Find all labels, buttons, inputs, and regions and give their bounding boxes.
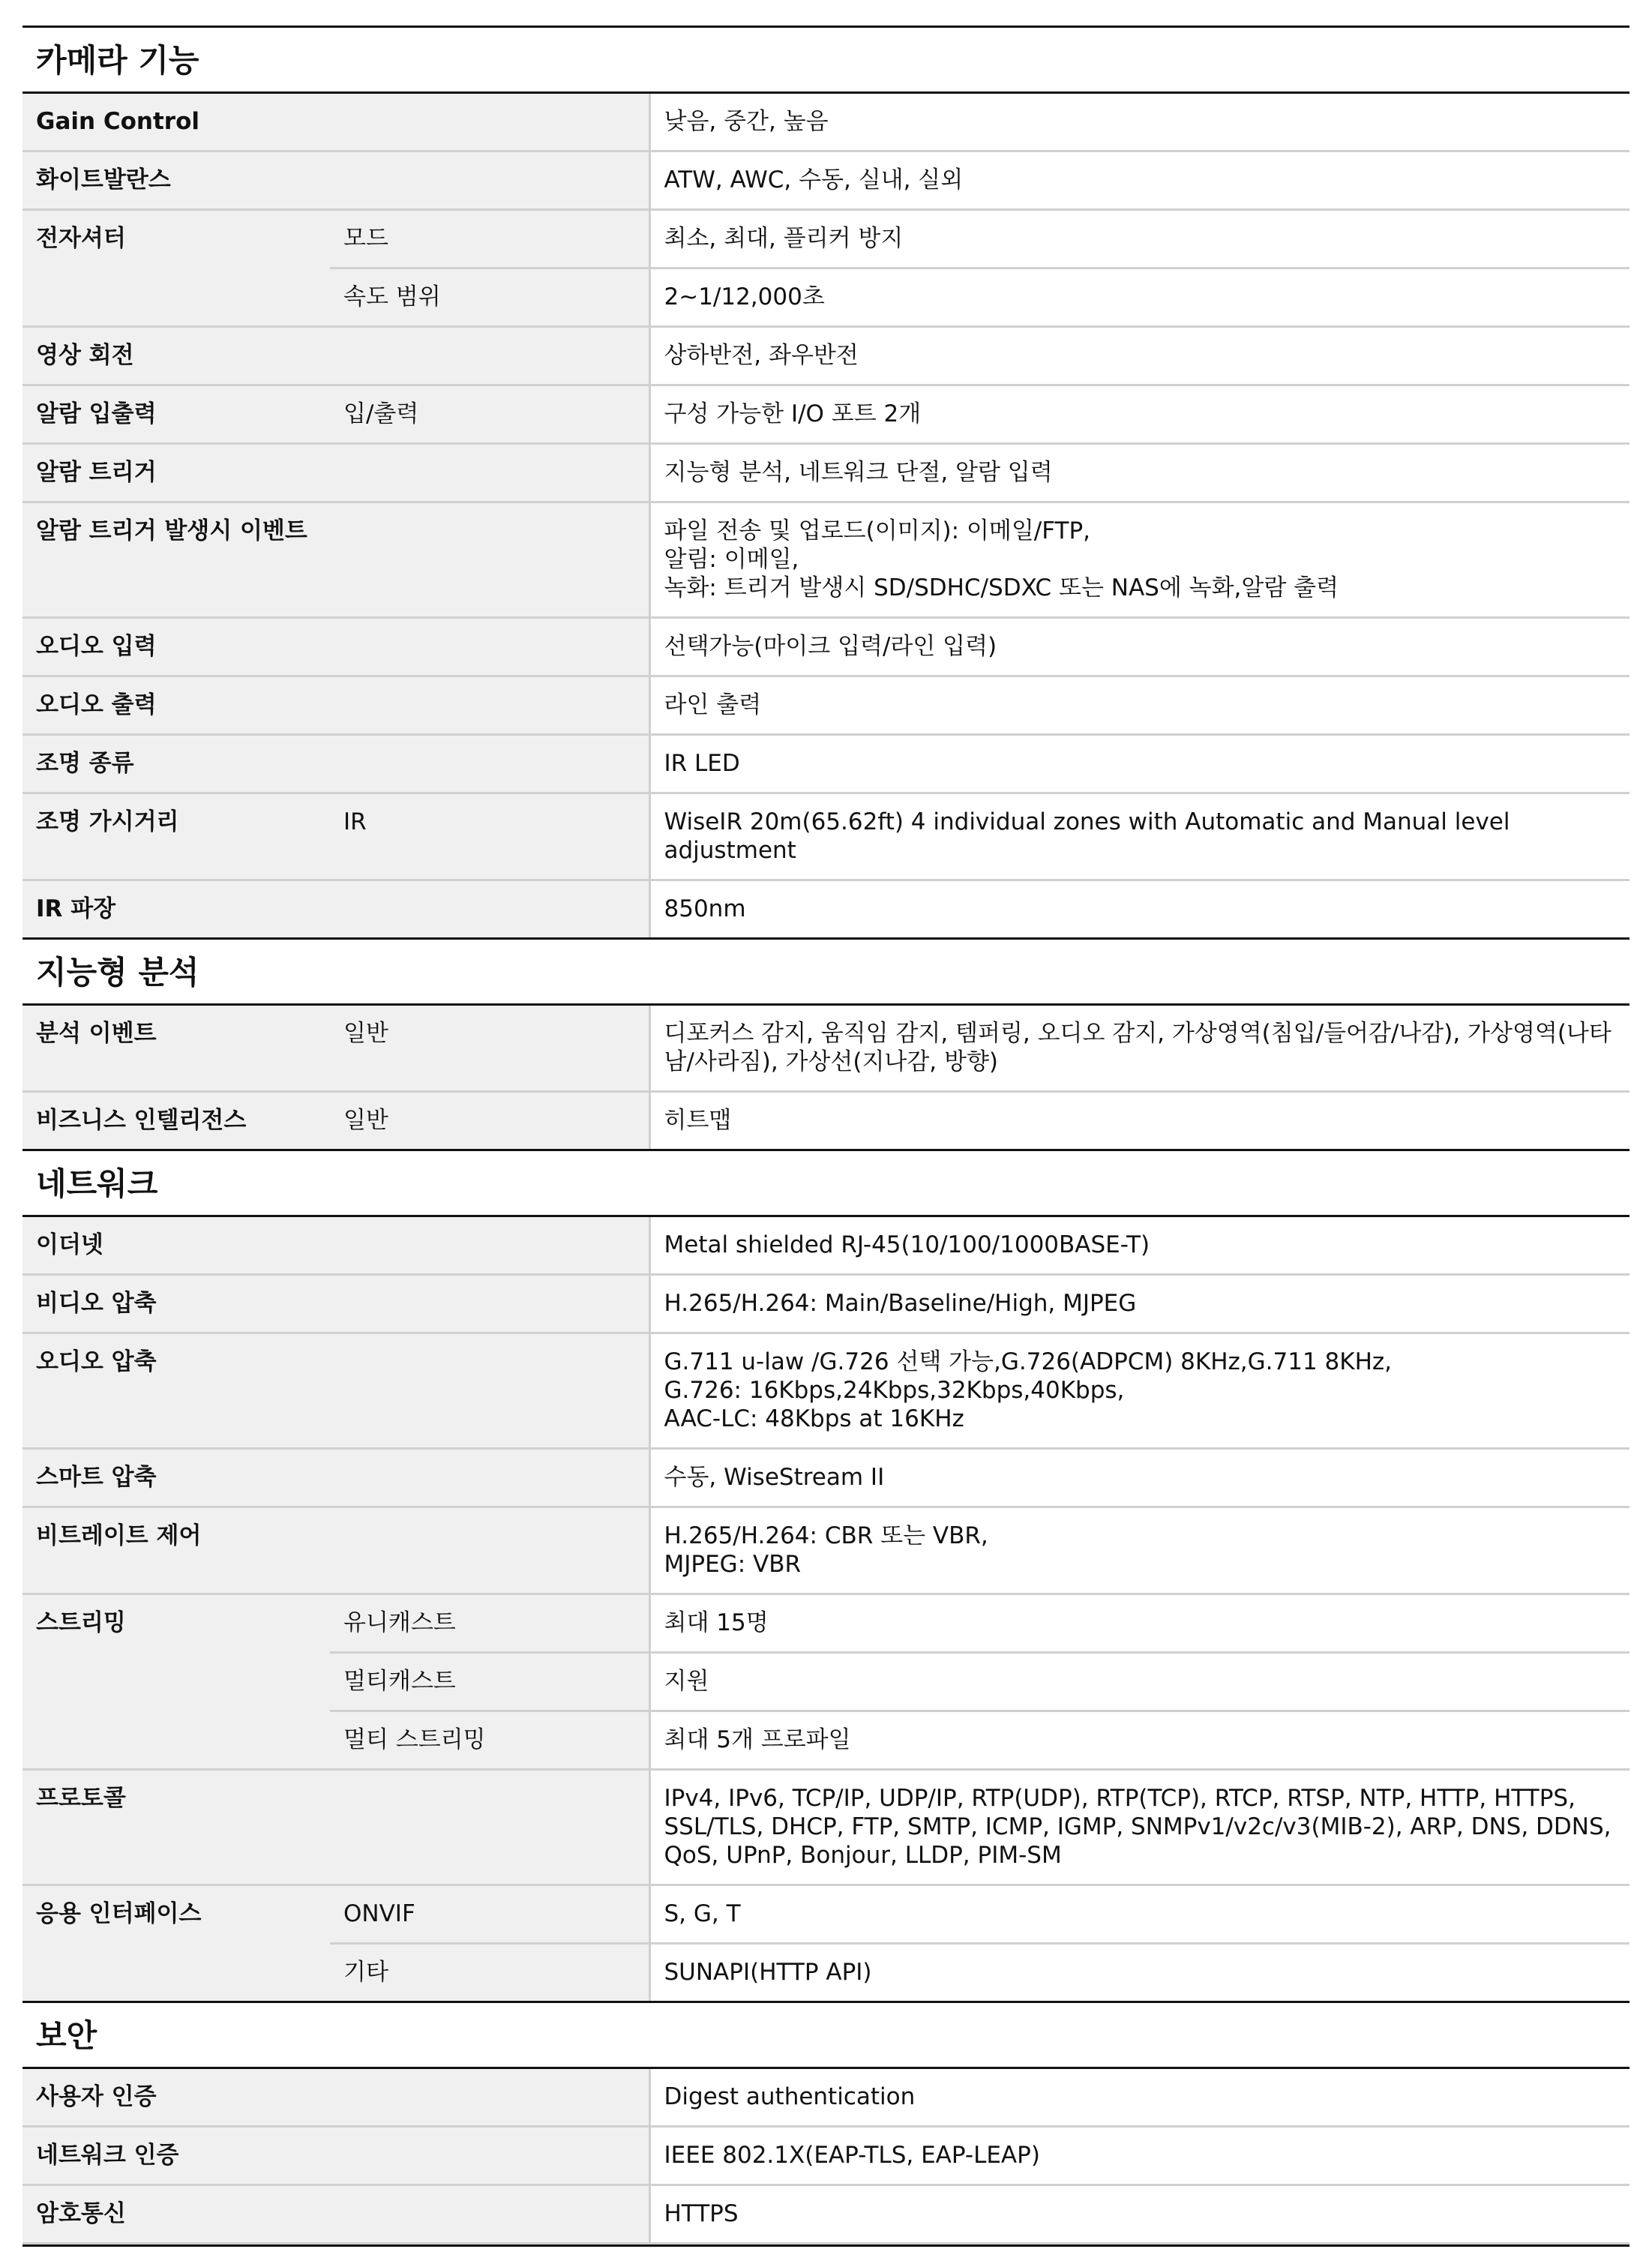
row-label: 응용 인터페이스 [22, 1885, 330, 2002]
row-label: 오디오 압축 [22, 1333, 649, 1449]
row-label: 암호통신 [22, 2185, 649, 2244]
table-row [22, 1092, 1630, 1150]
table-row [22, 1449, 1630, 1507]
row-value: 낮음, 중간, 높음 [649, 94, 1630, 151]
table-row [22, 2127, 1630, 2185]
row-value: 선택가능(마이크 입력/라인 입력) [649, 618, 1630, 676]
table-row [22, 1217, 1630, 1275]
row-sublabel: 기타 [330, 1944, 649, 2002]
row-sublabel: 멀티 스트리밍 [330, 1711, 649, 1770]
section-title: 네트워크 [22, 1151, 1630, 1217]
row-value: S, G, T [649, 1885, 1630, 1944]
table-row [22, 1006, 1630, 1092]
section-title: 보안 [22, 2003, 1630, 2069]
row-sublabel: 입/출력 [330, 385, 649, 444]
row-label: 조명 가시거리 [22, 793, 330, 880]
table-row [22, 2185, 1630, 2244]
row-value: 히트맵 [649, 1092, 1630, 1150]
row-value: 지원 [649, 1653, 1630, 1711]
table-row [22, 1507, 1630, 1594]
row-value: HTTPS [649, 2185, 1630, 2244]
spec-table [22, 1006, 1630, 1149]
row-label: 사용자 인증 [22, 2069, 649, 2127]
row-value: WiseIR 20m(65.62ft) 4 individual zones with Automatic and Manual level adjustment [649, 793, 1630, 880]
row-value: IPv4, IPv6, TCP/IP, UDP/IP, RTP(UDP), RTP(TCP), RTCP, RTSP, NTP, HTTP, HTTPS, SSL/TLS, DHCP, FTP, SMTP, ICMP, IGMP, SNMPv1/v2c/v3(MIB-2), ARP, DNS, DDNS, QoS, UPnP, Bonjour, LLDP, PIM-SM [649, 1770, 1630, 1885]
section-title: 카메라 기능 [22, 28, 1630, 94]
section-analytics [22, 937, 1630, 1149]
row-value: 상하반전, 좌우반전 [649, 327, 1630, 385]
row-label: 스마트 압축 [22, 1449, 649, 1507]
row-value: H.265/H.264: Main/Baseline/High, MJPEG [649, 1275, 1630, 1333]
spec-table [22, 2069, 1630, 2245]
spec-table [22, 94, 1630, 937]
table-row [22, 676, 1630, 735]
row-label: IR 파장 [22, 880, 649, 938]
row-value: 2~1/12,000초 [649, 268, 1630, 327]
table-row [22, 1594, 1630, 1653]
table-row [22, 1770, 1630, 1885]
table-row [22, 327, 1630, 385]
row-value: 파일 전송 및 업로드(이미지): 이메일/FTP, 알림: 이메일, 녹화: 트리거 발생시 SD/SDHC/SDXC 또는 NAS에 녹화,알람 출력 [649, 502, 1630, 618]
row-sublabel: 속도 범위 [330, 268, 649, 327]
row-sublabel: 멀티캐스트 [330, 1653, 649, 1711]
row-label: 스트리밍 [22, 1594, 330, 1770]
row-label: 전자셔터 [22, 210, 330, 327]
row-label: 영상 회전 [22, 327, 649, 385]
row-label: 이더넷 [22, 1217, 649, 1275]
row-value: 지능형 분석, 네트워크 단절, 알람 입력 [649, 444, 1630, 502]
table-row [22, 618, 1630, 676]
row-value: ATW, AWC, 수동, 실내, 실외 [649, 151, 1630, 210]
row-value: 850nm [649, 880, 1630, 938]
row-value: 디포커스 감지, 움직임 감지, 템퍼링, 오디오 감지, 가상영역(침입/들어감/나감), 가상영역(나타남/사라짐), 가상선(지나감, 방향) [649, 1006, 1630, 1092]
row-label: 알람 트리거 [22, 444, 649, 502]
row-label: Gain Control [22, 94, 649, 151]
table-row [22, 1333, 1630, 1449]
table-row [22, 502, 1630, 618]
row-value: 최대 15명 [649, 1594, 1630, 1653]
row-label: 프로토콜 [22, 1770, 649, 1885]
row-sublabel: 일반 [330, 1092, 649, 1150]
row-label: 알람 트리거 발생시 이벤트 [22, 502, 649, 618]
table-row [22, 151, 1630, 210]
row-value: 수동, WiseStream II [649, 1449, 1630, 1507]
row-label: 알람 입출력 [22, 385, 330, 444]
table-row [22, 793, 1630, 880]
table-row [22, 94, 1630, 151]
row-value: G.711 u-law /G.726 선택 가능,G.726(ADPCM) 8KHz,G.711 8KHz, G.726: 16Kbps,24Kbps,32Kbps,40Kbps, AAC-LC: 48Kbps at 16KHz [649, 1333, 1630, 1449]
table-row [22, 1885, 1630, 1944]
row-label: 오디오 출력 [22, 676, 649, 735]
table-row [22, 444, 1630, 502]
table-row [22, 735, 1630, 793]
row-sublabel: 일반 [330, 1006, 649, 1092]
spec-sheet [22, 25, 1630, 2247]
table-row [22, 210, 1630, 268]
row-label: 네트워크 인증 [22, 2127, 649, 2185]
section-title: 지능형 분석 [22, 940, 1630, 1006]
row-value: IR LED [649, 735, 1630, 793]
row-value: SUNAPI(HTTP API) [649, 1944, 1630, 2002]
row-value: 최대 5개 프로파일 [649, 1711, 1630, 1770]
row-value: H.265/H.264: CBR 또는 VBR, MJPEG: VBR [649, 1507, 1630, 1594]
row-label: 비트레이트 제어 [22, 1507, 649, 1594]
row-sublabel: ONVIF [330, 1885, 649, 1944]
row-label: 오디오 입력 [22, 618, 649, 676]
row-value: Metal shielded RJ-45(10/100/1000BASE-T) [649, 1217, 1630, 1275]
spec-table [22, 1217, 1630, 2001]
row-label: 화이트발란스 [22, 151, 649, 210]
row-label: 조명 종류 [22, 735, 649, 793]
table-row [22, 1275, 1630, 1333]
row-value: 구성 가능한 I/O 포트 2개 [649, 385, 1630, 444]
table-row [22, 385, 1630, 444]
table-row [22, 2069, 1630, 2127]
row-sublabel: IR [330, 793, 649, 880]
row-value: IEEE 802.1X(EAP-TLS, EAP-LEAP) [649, 2127, 1630, 2185]
row-value: Digest authentication [649, 2069, 1630, 2127]
section-camera [22, 25, 1630, 937]
section-network [22, 1149, 1630, 2001]
row-label: 비디오 압축 [22, 1275, 649, 1333]
row-value: 최소, 최대, 플리커 방지 [649, 210, 1630, 268]
row-sublabel: 유니캐스트 [330, 1594, 649, 1653]
section-security [22, 2001, 1630, 2247]
row-value: 라인 출력 [649, 676, 1630, 735]
row-label: 분석 이벤트 [22, 1006, 330, 1092]
row-sublabel: 모드 [330, 210, 649, 268]
row-label: 비즈니스 인텔리전스 [22, 1092, 330, 1150]
table-row [22, 880, 1630, 938]
